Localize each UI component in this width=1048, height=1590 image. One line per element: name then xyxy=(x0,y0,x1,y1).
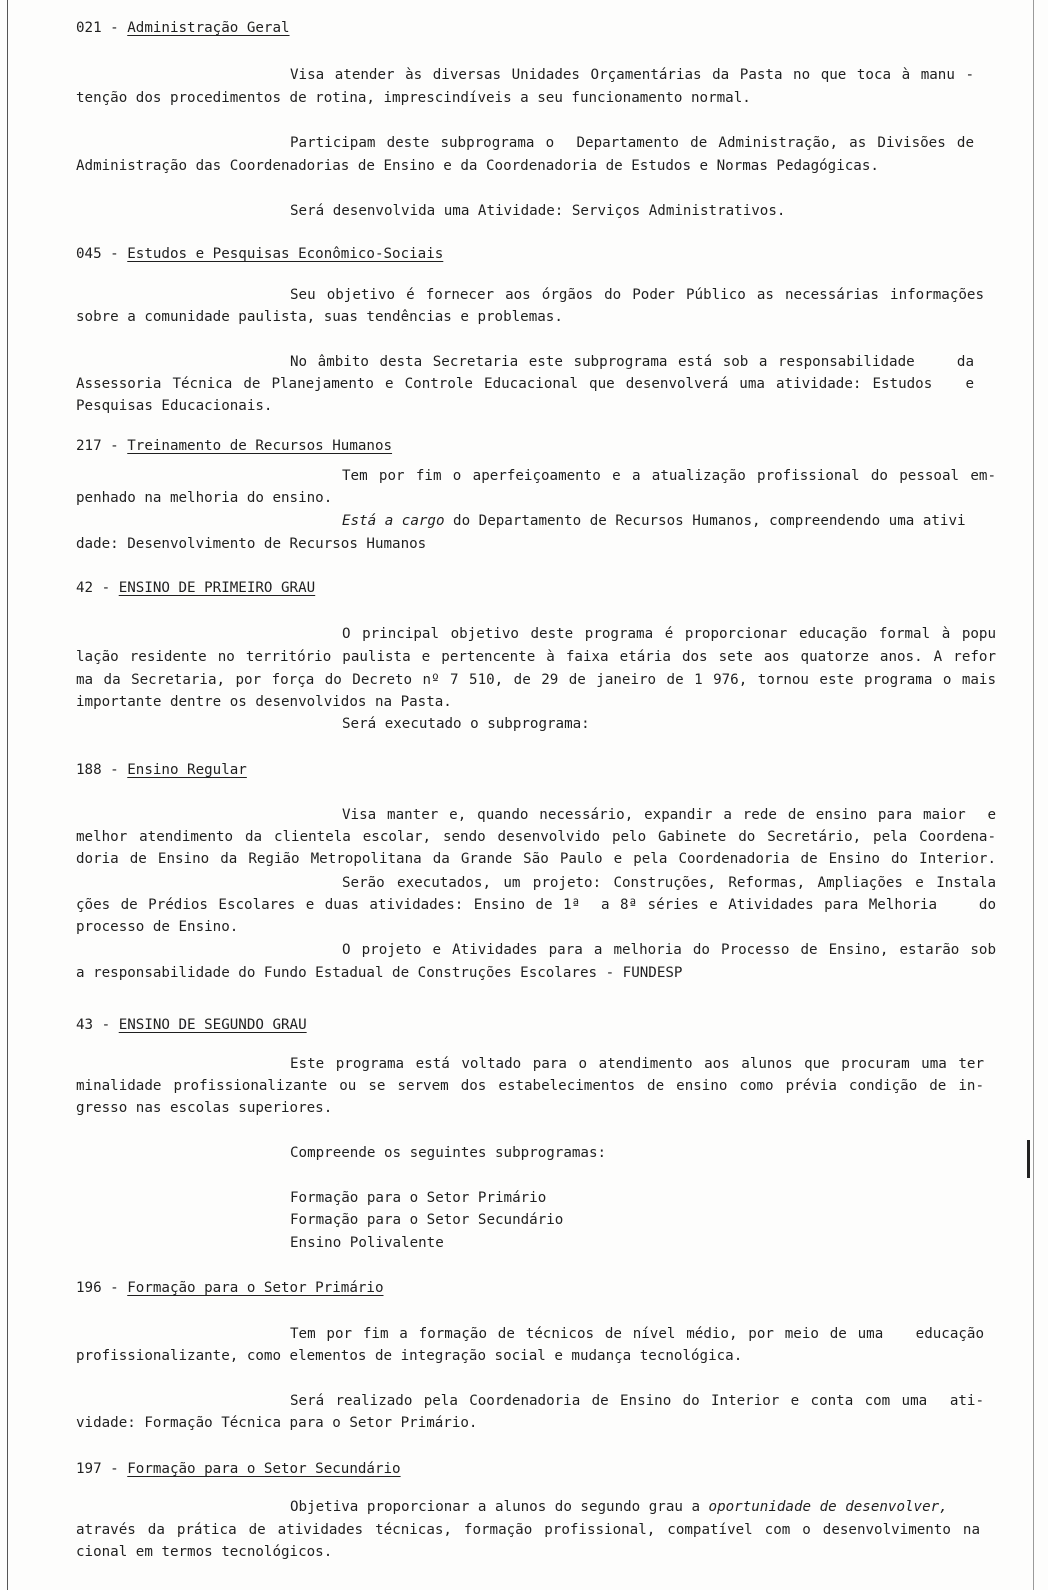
paragraph-line: No âmbito desta Secretaria este subprograma está sob a responsabilidade da xyxy=(290,354,974,370)
paragraph-line: Pesquisas Educacionais. xyxy=(76,398,273,414)
paragraph-line: Compreende os seguintes subprogramas: xyxy=(290,1145,607,1161)
paragraph-line: processo de Ensino. xyxy=(76,919,239,935)
section-title: Estudos e Pesquisas Econômico-Sociais xyxy=(127,246,444,262)
paragraph-line: Tem por fim a formação de técnicos de nível médio, por meio de uma educação xyxy=(290,1326,984,1342)
paragraph-line: Visa manter e, quando necessário, expandir a rede de ensino para maior e xyxy=(342,807,996,823)
section-code: 42 - xyxy=(76,580,119,596)
paragraph-line: profissionalizante, como elementos de integração social e mudança tecnológica. xyxy=(76,1348,743,1364)
section-heading-197 xyxy=(76,1460,401,1478)
paragraph-line: minalidade profissionalizante ou se servem dos estabelecimentos de ensino como prévia condição de in- xyxy=(76,1078,984,1094)
paragraph-line: Visa atender às diversas Unidades Orçamentárias da Pasta no que toca à manu - xyxy=(290,67,974,83)
paragraph-line: importante dentre os desenvolvidos na Pasta. xyxy=(76,694,452,710)
paragraph-line: ções de Prédios Escolares e duas atividades: Ensino de 1ª a 8ª séries e Atividades para Melhoria do xyxy=(76,897,996,913)
section-heading-045 xyxy=(76,245,443,263)
paragraph-line: gresso nas escolas superiores. xyxy=(76,1100,333,1116)
paragraph-line: Será realizado pela Coordenadoria de Ensino do Interior e conta com uma ati- xyxy=(290,1393,984,1409)
paragraph-line: melhor atendimento da clientela escolar, sendo desenvolvido pelo Gabinete do Secretário, pela Coordena- xyxy=(76,829,996,845)
section-heading-217 xyxy=(76,437,392,455)
section-code: 021 - xyxy=(76,20,128,36)
paragraph-line: a responsabilidade do Fundo Estadual de Construções Escolares - FUNDESP xyxy=(76,965,683,981)
section-heading-196 xyxy=(76,1279,384,1297)
italic-phrase: Está a cargo xyxy=(342,513,445,529)
section-code: 197 - xyxy=(76,1461,128,1477)
list-item: Formação para o Setor Primário xyxy=(290,1190,547,1206)
paragraph-line: Participam deste subprograma o Departamento de Administração, as Divisões de xyxy=(290,135,974,151)
section-heading-021 xyxy=(76,19,290,37)
paragraph-line: ma da Secretaria, por força do Decreto nº 7 510, de 29 de janeiro de 1 976, tornou este programa o mais xyxy=(76,672,996,688)
text-run: Objetiva proporcionar a alunos do segundo grau a xyxy=(290,1499,709,1515)
text-run: do Departamento de Recursos Humanos, compreendendo uma ativi xyxy=(444,513,966,529)
section-heading-42 xyxy=(76,579,315,597)
section-heading-188 xyxy=(76,761,247,779)
paragraph-line: Este programa está voltado para o atendimento aos alunos que procuram uma ter xyxy=(290,1056,984,1072)
paragraph-line: vidade: Formação Técnica para o Setor Primário. xyxy=(76,1415,478,1431)
list-item: Formação para o Setor Secundário xyxy=(290,1212,564,1228)
paragraph-line: dade: Desenvolvimento de Recursos Humanos xyxy=(76,536,427,552)
section-heading-43 xyxy=(76,1016,307,1034)
section-title: Formação para o Setor Secundário xyxy=(127,1461,401,1477)
paragraph-line: doria de Ensino da Região Metropolitana da Grande São Paulo e pela Coordenadoria de Ensino do Interior. xyxy=(76,851,996,867)
section-code: 217 - xyxy=(76,438,128,454)
section-title: Ensino Regular xyxy=(127,762,247,778)
paragraph-line xyxy=(290,1498,948,1516)
paragraph-line xyxy=(342,512,966,530)
paragraph-line: Será executado o subprograma: xyxy=(342,716,590,732)
paragraph-line: tenção dos procedimentos de rotina, imprescindíveis a seu funcionamento normal. xyxy=(76,90,751,106)
paragraph-line: lação residente no território paulista e pertencente à faixa etária dos sete aos quatorze anos. A refor xyxy=(76,649,996,665)
right-margin-rule xyxy=(1033,0,1034,1590)
paragraph-line: através da prática de atividades técnicas, formação profissional, compatível com o desenvolvimento na xyxy=(76,1522,980,1538)
paragraph-line: Será desenvolvida uma Atividade: Serviços Administrativos. xyxy=(290,203,786,219)
paragraph-line: penhado na melhoria do ensino. xyxy=(76,490,333,506)
paragraph-line: O projeto e Atividades para a melhoria do Processo de Ensino, estarão sob xyxy=(342,942,996,958)
paragraph-line: Serão executados, um projeto: Construções, Reformas, Ampliações e Instala xyxy=(342,875,996,891)
left-margin-rule xyxy=(7,0,8,1590)
paragraph-line: Seu objetivo é fornecer aos órgãos do Poder Público as necessárias informações xyxy=(290,287,984,303)
section-code: 188 - xyxy=(76,762,128,778)
section-title: ENSINO DE PRIMEIRO GRAU xyxy=(118,580,316,596)
section-code: 045 - xyxy=(76,246,128,262)
paragraph-line: sobre a comunidade paulista, suas tendências e problemas. xyxy=(76,309,563,325)
paragraph-line: Administração das Coordenadorias de Ensino e da Coordenadoria de Estudos e Normas Pedagógicas. xyxy=(76,158,879,174)
paragraph-line: cional em termos tecnológicos. xyxy=(76,1544,333,1560)
list-item: Ensino Polivalente xyxy=(290,1235,444,1251)
section-title: Treinamento de Recursos Humanos xyxy=(127,438,393,454)
paragraph-line: Assessoria Técnica de Planejamento e Controle Educacional que desenvolverá uma atividade: Estudos e xyxy=(76,376,974,392)
scan-mark xyxy=(1027,1140,1030,1178)
section-title: Formação para o Setor Primário xyxy=(127,1280,384,1296)
section-title: ENSINO DE SEGUNDO GRAU xyxy=(118,1017,307,1033)
section-title: Administração Geral xyxy=(127,20,290,36)
paragraph-line: Tem por fim o aperfeiçoamento e a atualização profissional do pessoal em- xyxy=(342,468,996,484)
section-code: 43 - xyxy=(76,1017,119,1033)
italic-phrase: oportunidade de desenvolver, xyxy=(708,1499,948,1515)
paragraph-line: O principal objetivo deste programa é proporcionar educação formal à popu xyxy=(342,626,996,642)
section-code: 196 - xyxy=(76,1280,128,1296)
